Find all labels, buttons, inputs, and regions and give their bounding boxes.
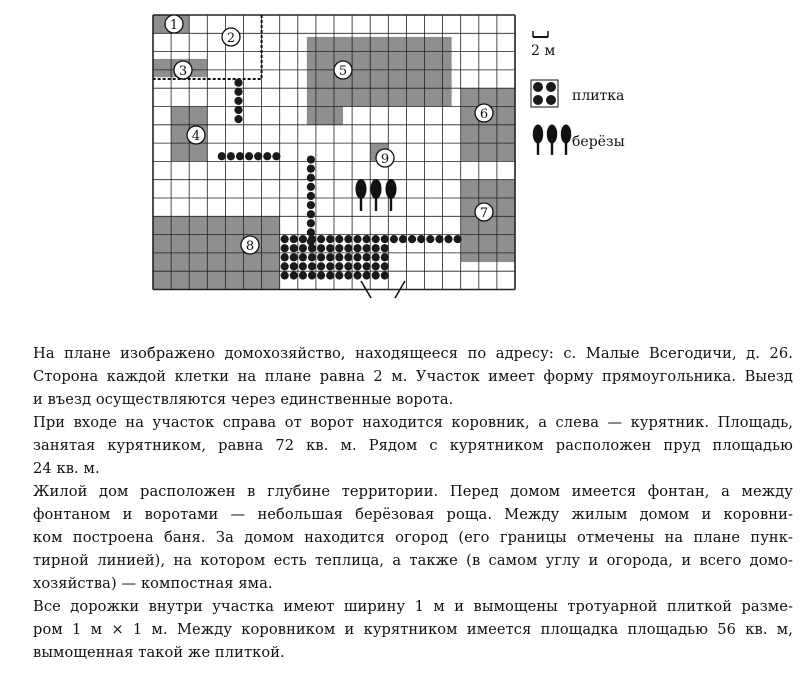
paragraph-3 [33,480,793,595]
tile-dot [326,271,334,279]
text-line: ком построена баня. За домом находится огород (его границы отмечены на плане пунк- [33,529,793,546]
tile-dot [353,244,361,252]
tile-dot [234,115,242,123]
tile-dot [454,235,462,243]
tile-dot [299,271,307,279]
block-5 [307,37,452,107]
tile-dot [263,152,271,160]
text-line: тирной линией), на котором есть теплица, а также (в самом углу и огорода, и всего домо- [33,552,793,569]
birch-crown [371,179,382,199]
tile-dot [353,271,361,279]
tile-dot [363,244,371,252]
text-line: занятая курятником, равна 72 кв. м. Рядом с курятником расположен пруд площадью [33,437,793,454]
tile-dot [299,235,307,243]
tile-dot [281,235,289,243]
tile-dot [254,152,262,160]
tile-dot [281,253,289,261]
tile-dot [299,244,307,252]
object-number: 2 [226,31,236,46]
tile-dot [308,262,316,270]
object-number: 6 [479,107,489,122]
tile-dot [317,271,325,279]
task-description [33,342,793,664]
birch-label: берёзы [572,134,625,150]
scale-label: 2 м [531,43,556,59]
text-line: Все дорожки внутри участка имеют ширину 1 м и вымощены тротуарной плиткой разме- [33,598,793,615]
tile-dot [308,235,316,243]
tile-dot [281,271,289,279]
tile-dot [353,253,361,261]
tile-dot [344,271,352,279]
tile-dot [381,271,389,279]
tile-dot [344,253,352,261]
text-line: ром 1 м × 1 м. Между коровником и курятником имеется площадка площадью 56 кв. м, [33,621,793,638]
tile-dot [353,262,361,270]
tile-dot [308,253,316,261]
paragraph-1 [33,342,793,411]
tile-dot [290,262,298,270]
site-plan [0,0,802,330]
tile-dot [335,235,343,243]
tile-dot [417,235,425,243]
tile-dot [326,235,334,243]
text-line: и въезд осуществляются через единственные ворота. [33,391,454,408]
tile-dot [317,253,325,261]
tile-dot [381,244,389,252]
tile-dot [326,262,334,270]
tile-dot [326,244,334,252]
object-number: 8 [245,239,255,254]
object-number: 9 [380,152,390,167]
tile-dot [408,235,416,243]
tile-dot [307,219,315,227]
tile-dot [272,152,280,160]
tile-dot [299,262,307,270]
tile-dot [372,235,380,243]
text-line: вымощенная такой же плиткой. [33,644,285,661]
tile-dot [372,271,380,279]
text-line: Жилой дом расположен в глубине территории. Перед домом имеется фонтан, а между [33,483,793,500]
tile-dot [307,201,315,209]
tile-dot [381,262,389,270]
object-number: 5 [338,64,348,79]
tile-dot [326,253,334,261]
birch-crown [547,125,557,144]
tile-dot [335,262,343,270]
tile-dot [546,95,556,105]
tile-dot [363,253,371,261]
tile-dot [335,253,343,261]
birch-crown [561,125,571,144]
tile-dot [344,235,352,243]
tile-dot [234,88,242,96]
tile-dot [307,183,315,191]
tile-dot [363,262,371,270]
tile-label: плитка [572,88,625,104]
tile-dot [363,235,371,243]
object-number: 7 [479,206,489,221]
tile-dot [426,235,434,243]
tile-dot [344,244,352,252]
birch-grove [356,179,397,211]
birch-crown [533,125,543,144]
tile-dot [307,155,315,163]
tile-dot [234,97,242,105]
object-number: 4 [191,129,201,144]
tile-dot [444,235,452,243]
text-line: хозяйства) — компостная яма. [33,575,273,592]
tile-dot [218,152,226,160]
text-line: Сторона каждой клетки на плане равна 2 м. Участок имеет форму прямоугольника. Выезд [33,368,793,385]
tile-dot [290,235,298,243]
tile-dot [234,106,242,114]
tile-dot [317,235,325,243]
tile-dot [290,253,298,261]
tile-dot [381,253,389,261]
tile-dot [308,244,316,252]
tile-dot [290,271,298,279]
tile-dot [227,152,235,160]
birch-legend-icon [533,125,571,155]
tile-dot [317,262,325,270]
tile-dot [390,235,398,243]
paragraph-4 [33,595,793,664]
text-line: фонтаном и воротами — небольшая берёзовая роща. Между жилым домом и коровни- [33,506,793,523]
text-line: 24 кв. м. [33,460,100,477]
tile-dot [381,235,389,243]
object-number: 1 [169,18,179,33]
tile-dot [290,244,298,252]
legend [531,31,625,155]
paragraph-2 [33,411,793,480]
birch-crown [386,179,397,199]
tile-dot [435,235,443,243]
tile-legend-icon [531,80,558,107]
birch-crown [356,179,367,199]
tile-dot [307,192,315,200]
tile-dot [335,244,343,252]
tile-dot [308,271,316,279]
tile-dot [372,244,380,252]
tile-dot [281,262,289,270]
block-5-lower [307,107,343,125]
tile-dot [533,95,543,105]
tile-dot [353,235,361,243]
tile-dot [363,271,371,279]
text-line: На плане изображено домохозяйство, находящееся по адресу: с. Малые Всегодичи, д. 26. [33,345,793,362]
tile-dot [317,244,325,252]
tile-dot [546,82,556,92]
tile-dot [234,79,242,87]
tile-dot [245,152,253,160]
tile-dot [307,165,315,173]
tile-dot [307,210,315,218]
tile-dot [307,174,315,182]
tile-dot [533,82,543,92]
tile-dot [281,244,289,252]
tile-dot [236,152,244,160]
tile-dot [335,271,343,279]
tile-dot [372,253,380,261]
object-number: 3 [178,64,188,79]
tile-dot [399,235,407,243]
tile-dot [344,262,352,270]
tile-dot [372,262,380,270]
text-line: При входе на участок справа от ворот находится коровник, а слева — курятник. Площадь, [33,414,793,431]
tile-dot [299,253,307,261]
